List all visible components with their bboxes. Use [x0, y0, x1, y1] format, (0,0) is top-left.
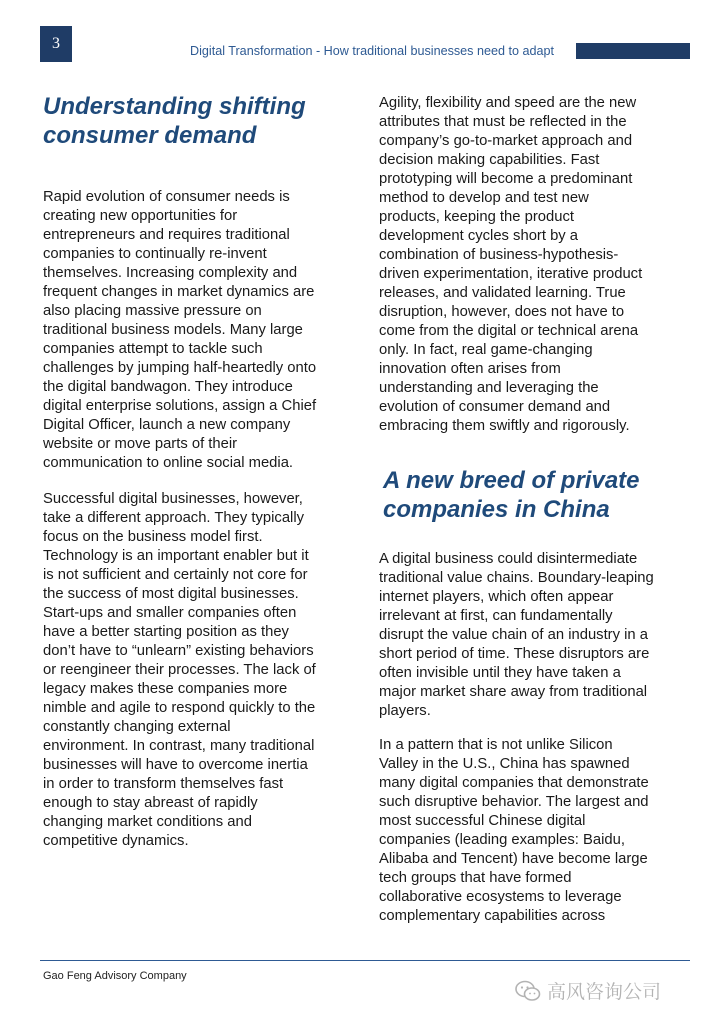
paragraph: A digital business could disintermediate traditional value chains. Boundary-leaping internet players, which often appear irrelevant at first, can fundamentally disrupt the value chain of an industry in a short period of time. These disruptors are often invisible until they have taken a major market share away from traditional players. [379, 551, 654, 719]
wechat-icon [515, 980, 541, 1002]
section-heading-private-companies-china: A new breed of private companies in China [383, 467, 640, 523]
paragraph: Agility, flexibility and speed are the new attributes that must be reflected in the company’s go-to-market approach and decision making capabilities. Fast prototyping will become a predominant method to develop and test new products, keeping the product development cycles short by a combination of business-hypothesis- driven experimentation, iterative product releases, and validated learning. True disruption, however, does not have to come from the digital or technical arena only. In fact, real game-changing innovation often arises from understanding and leveraging the evolution of consumer demand and embracing them swiftly and rigorously. [379, 95, 643, 434]
page-number-badge [40, 26, 72, 62]
watermark [515, 977, 661, 1004]
paragraph: In a pattern that is not unlike Silicon Valley in the U.S., China has spawned many digital companies that demonstrate such disruptive behavior. The largest and most successful Chinese digital companies (leading examples: Baidu, Alibaba and Tencent) have become large tech groups that have formed collaborative ecosystems to leverage complementary capabilities across [379, 737, 649, 924]
paragraph: Rapid evolution of consumer needs is creating new opportunities for entrepreneurs and requires traditional companies to continually re-invent themselves. Increasing complexity and frequent changes in market dynamics are also placing massive pressure on traditional business models. Many large companies attempt to tackle such challenges by jumping half-heartedly onto the digital bandwagon. They introduce digital enterprise solutions, assign a Chief Digital Officer, launch a new company website or move parts of their communication to online social media. [43, 189, 317, 471]
header-accent-bar [576, 43, 690, 59]
header-title: Digital Transformation - How traditional businesses need to adapt [190, 44, 555, 58]
page-number: 3 [52, 35, 60, 52]
footer-company-name: Gao Feng Advisory Company [43, 970, 187, 982]
paragraph: Successful digital businesses, however, take a different approach. They typically focus on the business model first. Technology is an important enabler but it is not sufficient and certainly not core for the success of most digital businesses. Start-ups and smaller companies often have a better starting position as they don’t have to “unlearn” existing behaviors or reengineer their processes. The lack of legacy makes these companies more nimble and agile to respond quickly to the constantly changing external environment. In contrast, many traditional businesses will have to overcome inertia in order to transform themselves fast enough to stay abreast of rapidly changing market conditions and competitive dynamics. [43, 491, 316, 849]
watermark-text: 高风咨询公司 [547, 982, 662, 1003]
section-heading-consumer-demand: Understanding shifting consumer demand [43, 93, 306, 149]
footer-divider [40, 960, 690, 961]
